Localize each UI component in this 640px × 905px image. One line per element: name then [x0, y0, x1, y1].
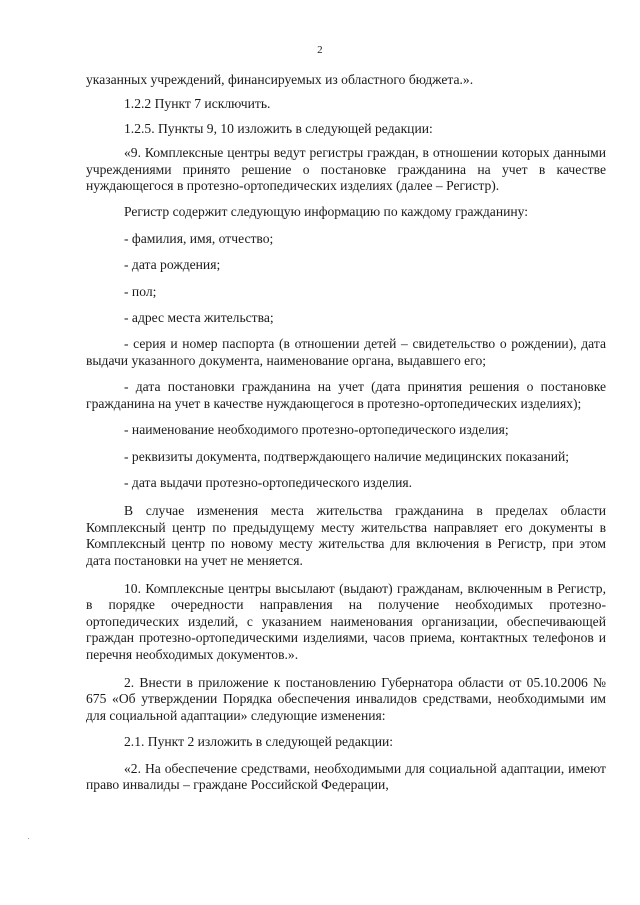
- scan-artifact: [28, 838, 29, 839]
- paragraph-residence-change: В случае изменения места жительства гражданина в пределах области Комплексный центр по предыдущему месту жительства направляет его документы в Комплексный центр по новому месту жительства для включения в Регистр, при этом дата постановки на учет не меняется.: [86, 503, 606, 568]
- paragraph-point-10: 10. Комплексные центры высылают (выдают) гражданам, включенным в Регистр, в порядке очередности направления на получение необходимых протезно-ортопедических изделий, с указанием наименования организации, обеспечивающей граждан протезно-ортопедическими изделиями, часов приема, контактных телефонов и перечня необходимых документов.».: [86, 580, 606, 662]
- list-item: - фамилия, имя, отчество;: [124, 230, 274, 246]
- paragraph-item-1-2-2: 1.2.2 Пункт 7 исключить.: [124, 96, 271, 112]
- page-number: 2: [317, 44, 323, 56]
- list-item: - дата постановки гражданина на учет (дата принятия решения о постановке гражданина на учет в качестве нуждающегося в протезно-ортопедических изделиях);: [86, 379, 606, 411]
- paragraph-register-intro: Регистр содержит следующую информацию по каждому гражданину:: [124, 204, 529, 220]
- paragraph-item-1-2-5: 1.2.5. Пункты 9, 10 изложить в следующей редакции:: [124, 120, 433, 136]
- list-item: - пол;: [124, 283, 157, 299]
- paragraph-point-9: «9. Комплексные центры ведут регистры граждан, в отношении которых данными учреждениями принято решение о постановке гражданина на учет в качестве нуждающегося в протезно-ортопедических изделиях (далее – Регистр).: [86, 145, 606, 194]
- paragraph-item-2-1: 2.1. Пункт 2 изложить в следующей редакции:: [124, 734, 394, 750]
- paragraph-point-2: «2. На обеспечение средствами, необходимыми для социальной адаптации, имеют право инвалиды – граждане Российской Федерации,: [86, 760, 606, 792]
- list-item: - адрес места жительства;: [124, 310, 274, 326]
- paragraph-continuation: указанных учреждений, финансируемых из областного бюджета.».: [86, 72, 474, 87]
- document-body: [86, 72, 606, 793]
- list-item: - дата выдачи протезно-ортопедического изделия.: [124, 474, 413, 490]
- paragraph-item-2: 2. Внести в приложение к постановлению Губернатора области от 05.10.2006 № 675 «Об утверждении Порядка обеспечения инвалидов средствами, необходимыми им для социальной адаптации» следующие изменения:: [86, 674, 606, 723]
- list-item: - дата рождения;: [124, 257, 221, 273]
- list-item: - реквизиты документа, подтверждающего наличие медицинских показаний;: [124, 448, 570, 464]
- list-item: - наименование необходимого протезно-ортопедического изделия;: [124, 422, 509, 438]
- list-item: - серия и номер паспорта (в отношении детей – свидетельство о рождении), дата выдачи указанного документа, наименование органа, выдавшего его;: [86, 336, 606, 368]
